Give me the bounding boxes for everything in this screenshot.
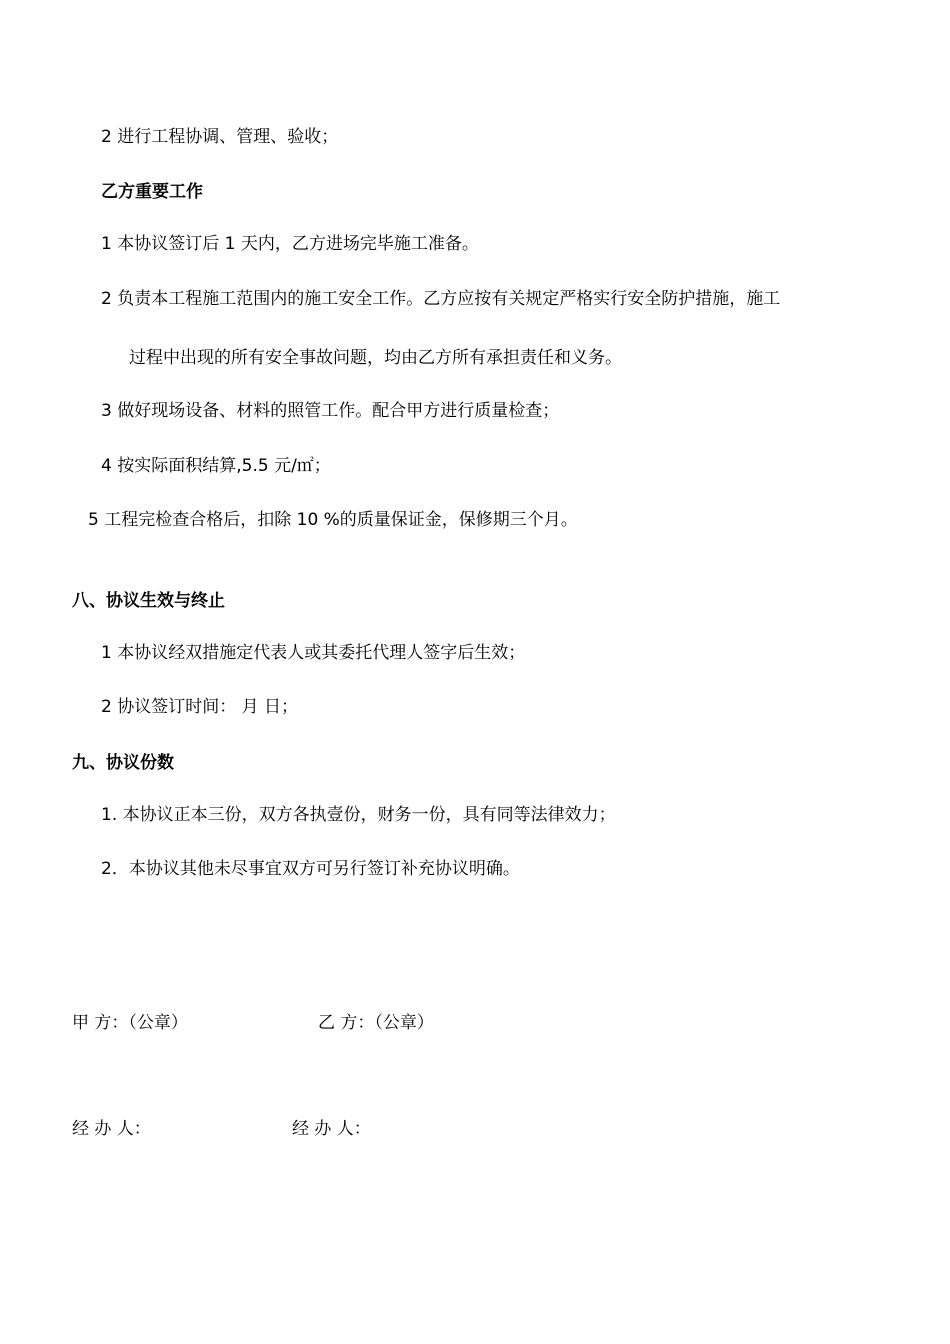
party-a-item-2: 2 进行工程协调、管理、验收； [101,127,339,147]
party-b-item-2-line-1: 2 负责本工程施工范围内的施工安全工作。乙方应按有关规定严格实行安全防护措施，施工 [101,289,781,309]
party-b-item-3: 3 做好现场设备、材料的照管工作。配合甲方进行质量检查； [101,401,560,421]
signature-party-b: 乙 方：（公章） [318,1013,434,1033]
section-8-item-2: 2 协议签订时间： 月 日； [101,697,299,717]
section-8-heading: 八、协议生效与终止 [72,591,225,611]
party-b-item-1: 1 本协议签订后 1 天内，乙方进场完毕施工准备。 [101,234,479,254]
section-9-heading: 九、协议份数 [72,753,174,773]
section-9-item-2: 2．本协议其他未尽事宜双方可另行签订补充协议明确。 [101,859,520,879]
section-8-item-1: 1 本协议经双措施定代表人或其委托代理人签字后生效； [101,643,526,663]
party-b-item-4: 4 按实际面积结算,5.5 元/㎡； [101,456,331,476]
handler-party-b: 经 办 人： [292,1119,371,1139]
party-b-item-2-line-2: 过程中出现的所有安全事故问题，均由乙方所有承担责任和义务。 [129,348,622,368]
handler-party-a: 经 办 人： [72,1119,151,1139]
signature-party-a: 甲 方：（公章） [72,1013,188,1033]
party-b-heading: 乙方重要工作 [101,182,203,202]
party-b-item-5: 5 工程完检查合格后，扣除 10 %的质量保证金，保修期三个月。 [88,510,578,530]
section-9-item-1: 1. 本协议正本三份，双方各执壹份，财务一份，具有同等法律效力； [101,805,616,825]
